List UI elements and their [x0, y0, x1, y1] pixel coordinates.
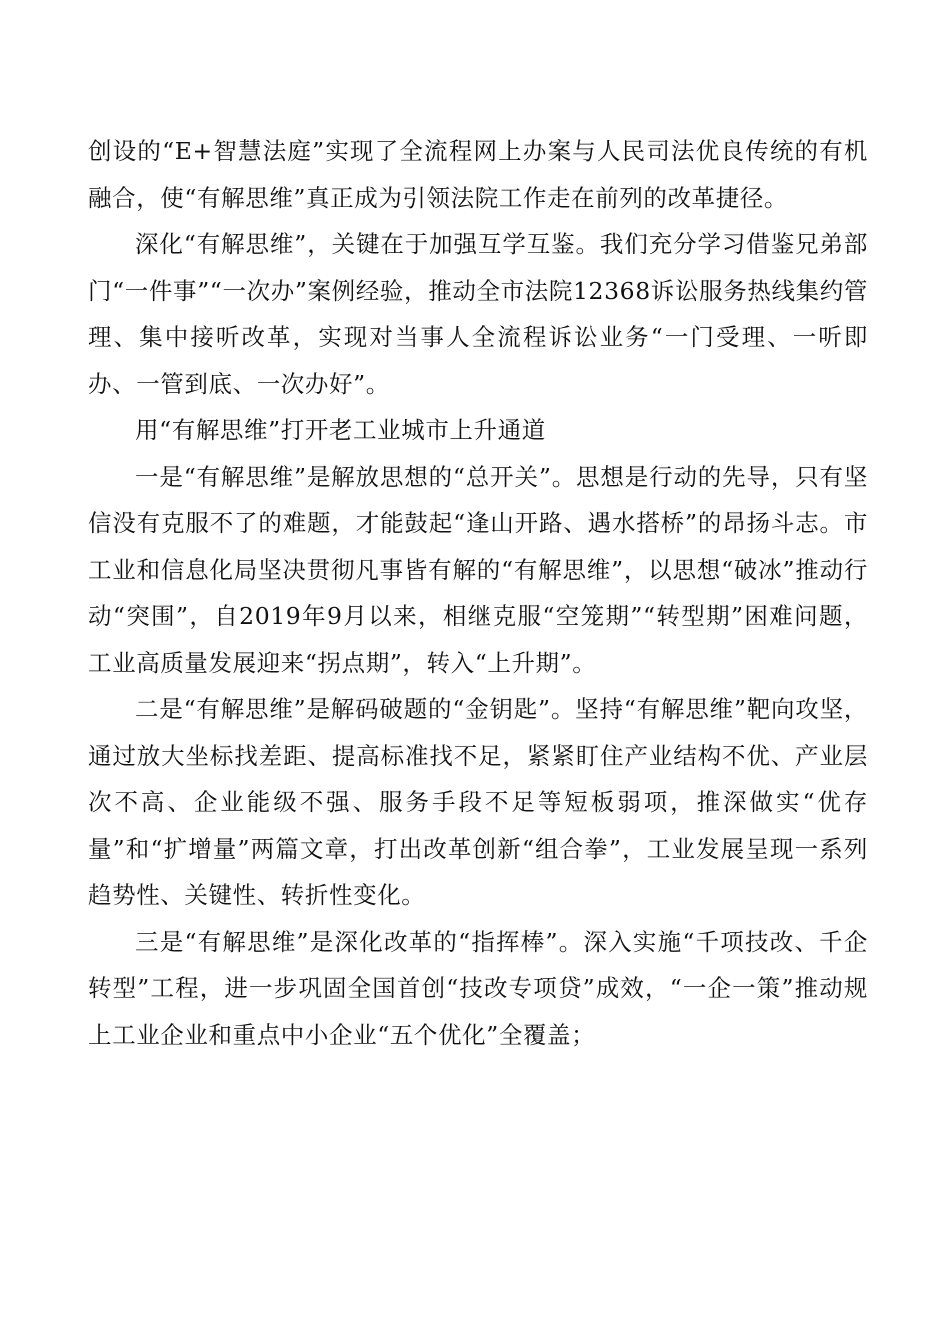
document-body	[88, 128, 868, 1058]
paragraph-4: 二是“有解思维”是解码破题的“金钥匙”。坚持“有解思维”靶向攻坚，通过放大坐标找差距、提高标准找不足，紧紧盯住产业结构不优、产业层次不高、企业能级不强、服务手段不足等短板弱项，推深做实“优存量”和“扩增量”两篇文章，打出改革创新“组合拳”，工业发展呈现一系列趋势性、关键性、转折性变化。	[88, 695, 868, 909]
paragraph-3: 一是“有解思维”是解放思想的“总开关”。思想是行动的先导，只有坚信没有克服不了的难题，才能鼓起“逢山开路、遇水搭桥”的昂扬斗志。市工业和信息化局坚决贯彻凡事皆有解的“有解思维”，以思想“破冰”推动行动“突围”，自2019年9月以来，相继克服“空笼期”“转型期”困难问题，工业高质量发展迎来“拐点期”，转入“上升期”。	[88, 462, 868, 677]
paragraph-1: 创设的“E+智慧法庭”实现了全流程网上办案与人民司法优良传统的有机融合，使“有解思维”真正成为引领法院工作走在前列的改革捷径。	[88, 137, 868, 212]
paragraph-2: 深化“有解思维”，关键在于加强互学互鉴。我们充分学习借鉴兄弟部门“一件事”“一次办”案例经验，推动全市法院12368诉讼服务热线集约管理、集中接听改革，实现对当事人全流程诉讼业务“一门受理、一听即办、一管到底、一次办好”。	[88, 230, 868, 398]
section-heading: 用“有解思维”打开老工业城市上升通道	[135, 416, 546, 444]
paragraph-5: 三是“有解思维”是深化改革的“指挥棒”。深入实施“千项技改、千企转型”工程，进一步巩固全国首创“技改专项贷”成效，“一企一策”推动规上工业企业和重点中小企业“五个优化”全覆盖；	[88, 927, 868, 1049]
